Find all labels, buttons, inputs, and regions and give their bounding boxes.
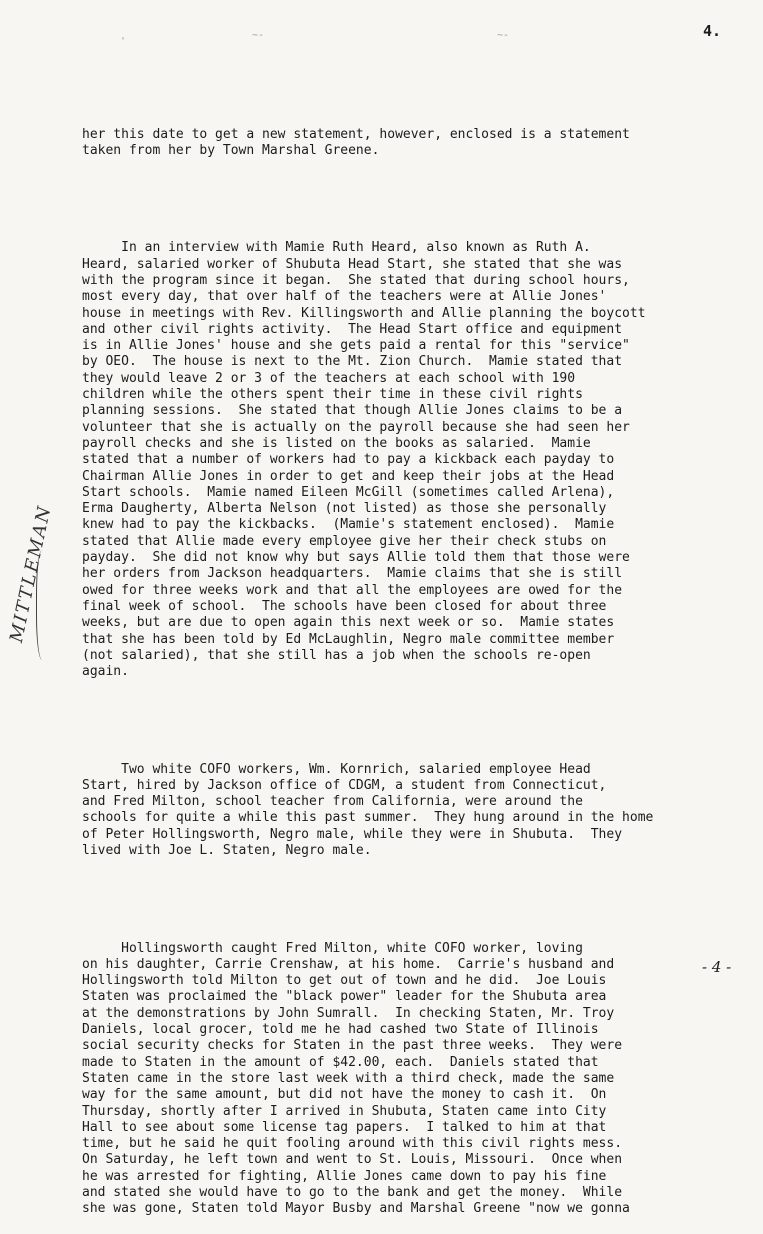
text-line: Staten came in the store last week with a third check, made the same: [82, 1070, 615, 1086]
text-line: schools for quite a while this past summer. They hung around in the home: [82, 810, 654, 826]
text-line: of Peter Hollingsworth, Negro male, while they were in Shubuta. They: [82, 826, 623, 842]
letter-body: [82, 94, 747, 1234]
text-line: knew had to pay the kickbacks. (Mamie's statement enclosed). Mamie: [82, 517, 615, 533]
page-number: 4.: [703, 22, 722, 40]
scan-mark: ~-: [497, 30, 510, 41]
text-line: owed for three weeks work and that all the employees are owed for the: [82, 582, 623, 598]
text-line: way for the same amount, but did not have the money to cash it. On: [82, 1087, 607, 1103]
text-line: on his daughter, Carrie Crenshaw, at his home. Carrie's husband and: [82, 956, 615, 972]
text-line: Start, hired by Jackson office of CDGM, a student from Connecticut,: [82, 777, 607, 793]
text-line: weeks, but are due to open again this next week or so. Mamie states: [82, 615, 615, 631]
text-line: and other civil rights activity. The Head Start office and equipment: [82, 321, 623, 337]
text-line: payday. She did not know why but says Allie told them that those were: [82, 550, 630, 566]
text-line: final week of school. The schools have been closed for about three: [82, 598, 607, 614]
scan-mark: ': [120, 36, 127, 47]
text-line: In an interview with Mamie Ruth Heard, also known as Ruth A.: [82, 240, 591, 256]
text-line: stated that a number of workers had to pay a kickback each payday to: [82, 452, 615, 468]
paragraph: [82, 240, 747, 680]
text-line: with the program since it began. She stated that during school hours,: [82, 272, 630, 288]
text-line: payroll checks and she is listed on the books as salaried. Mamie: [82, 435, 591, 451]
text-line: time, but he said he quit fooling around with this civil rights mess.: [82, 1136, 623, 1152]
text-line: Hall to see about some license tag papers. I talked to him at that: [82, 1119, 607, 1135]
text-line: Daniels, local grocer, told me he had cashed two State of Illinois: [82, 1022, 599, 1038]
text-line: (not salaried), that she still has a job when the schools re-open: [82, 647, 591, 663]
text-line: social security checks for Staten in the past three weeks. They were: [82, 1038, 623, 1054]
text-line: Start schools. Mamie named Eileen McGill (sometimes called Arlena),: [82, 484, 615, 500]
text-line: Chairman Allie Jones in order to get and keep their jobs at the Head: [82, 468, 615, 484]
text-line: and Fred Milton, school teacher from California, were around the: [82, 794, 583, 810]
text-line: her orders from Jackson headquarters. Mamie claims that she is still: [82, 566, 623, 582]
text-line: made to Staten in the amount of $42.00, each. Daniels stated that: [82, 1054, 599, 1070]
text-line: most every day, that over half of the teachers were at Allie Jones': [82, 289, 607, 305]
paragraph: [82, 762, 747, 860]
text-line: is in Allie Jones' house and she gets paid a rental for this "service": [82, 338, 630, 354]
paragraph: [82, 127, 747, 160]
text-line: house in meetings with Rev. Killingsworth and Allie planning the boycott: [82, 305, 646, 321]
text-line: lived with Joe L. Staten, Negro male.: [82, 843, 372, 859]
text-line: Hollingsworth told Milton to get out of town and he did. Joe Louis: [82, 973, 607, 989]
text-line: he was arrested for fighting, Allie Jones came down to pay his fine: [82, 1168, 607, 1184]
text-line: by OEO. The house is next to the Mt. Zion Church. Mamie stated that: [82, 354, 623, 370]
text-line: Thursday, shortly after I arrived in Shubuta, Staten came into City: [82, 1103, 607, 1119]
text-line: On Saturday, he left town and went to St. Louis, Missouri. Once when: [82, 1152, 623, 1168]
text-line: taken from her by Town Marshal Greene.: [82, 142, 380, 158]
text-line: stated that Allie made every employee give her their check stubs on: [82, 533, 607, 549]
text-line: that she has been told by Ed McLaughlin, Negro male committee member: [82, 631, 615, 647]
paragraph: [82, 941, 747, 1218]
text-line: Heard, salaried worker of Shubuta Head Start, she stated that she was: [82, 256, 623, 272]
handwritten-margin-note: MITTLEMAN: [6, 502, 56, 645]
text-line: Erma Daugherty, Alberta Nelson (not listed) as those she personally: [82, 501, 607, 517]
text-line: Hollingsworth caught Fred Milton, white COFO worker, loving: [82, 940, 583, 956]
text-line: planning sessions. She stated that though Allie Jones claims to be a: [82, 403, 623, 419]
text-line: she was gone, Staten told Mayor Busby and Marshal Greene "now we gonna: [82, 1201, 630, 1217]
text-line: Staten was proclaimed the "black power" leader for the Shubuta area: [82, 989, 607, 1005]
footer-page-number: - 4 -: [702, 958, 732, 976]
text-line: they would leave 2 or 3 of the teachers at each school with 190: [82, 370, 576, 386]
text-line: at the demonstrations by John Sumrall. In checking Staten, Mr. Troy: [82, 1005, 615, 1021]
scan-mark: ~-: [252, 30, 265, 41]
text-line: Two white COFO workers, Wm. Kornrich, salaried employee Head: [82, 761, 591, 777]
text-line: and stated she would have to go to the bank and get the money. While: [82, 1185, 623, 1200]
text-line: children while the others spent their time in these civil rights: [82, 387, 583, 403]
text-line: volunteer that she is actually on the payroll because she had seen her: [82, 419, 630, 435]
text-line: her this date to get a new statement, however, enclosed is a statement: [82, 126, 630, 142]
text-line: again.: [82, 664, 129, 680]
